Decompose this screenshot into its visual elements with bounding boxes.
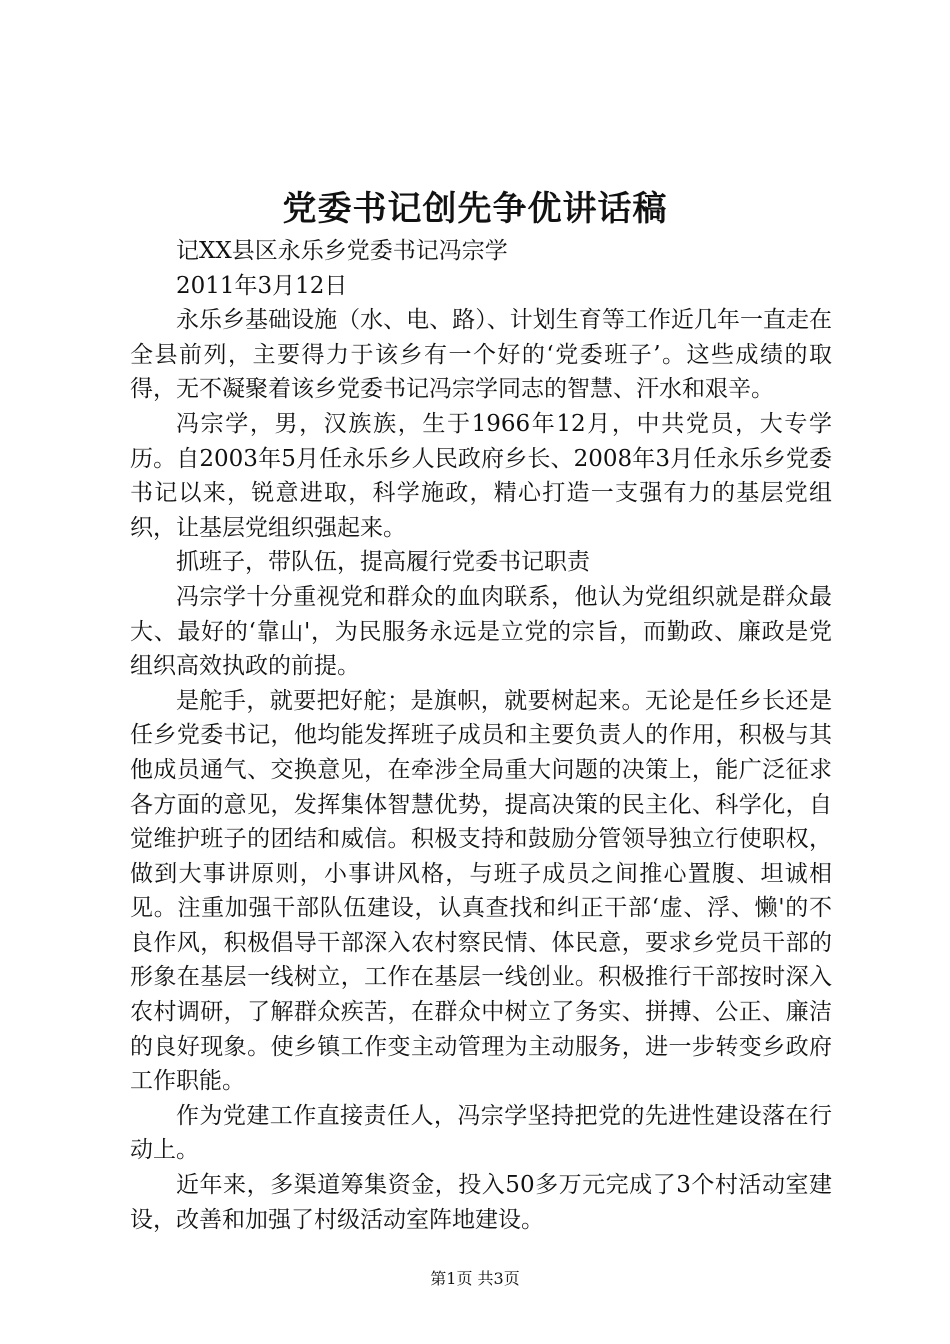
body-paragraph: 冯宗学十分重视党和群众的血肉联系，他认为党组织就是群众最大、最好的‘靠山'，为民服务永远是立党的宗旨，而勤政、廉政是党组织高效执政的前提。 <box>130 583 832 680</box>
body-paragraph: 永乐乡基础设施（水、电、路）、计划生育等工作近几年一直走在全县前列，主要得力于该乡有一个好的‘党委班子’。这些成绩的取得，无不凝聚着该乡党委书记冯宗学同志的智慧、汗水和艰辛。 <box>130 307 832 403</box>
date-line: 2011年3月12日 <box>176 272 348 299</box>
byline: 记XX县区永乐乡党委书记冯宗学 <box>176 238 508 264</box>
body-paragraph: 冯宗学，男，汉族族，生于1966年12月，中共党员，大专学历。自2003年5月任永乐乡人民政府乡长、2008年3月任永乐乡党委书记以来，锐意进取，科学施政，精心打造一支强有力的基层党组织，让基层党组织强起来。 <box>130 410 832 541</box>
section-heading: 抓班子，带队伍，提高履行党委书记职责 <box>176 549 590 576</box>
document-title: 党委书记创先争优讲话稿 <box>282 189 668 229</box>
body-paragraph: 作为党建工作直接责任人，冯宗学坚持把党的先进性建设落在行动上。 <box>130 1102 832 1164</box>
body-paragraph: 是舵手，就要把好舵；是旗帜，就要树起来。无论是任乡长还是任乡党委书记，他均能发挥班子成员和主要负责人的作用，积极与其他成员通气、交换意见，在牵涉全局重大问题的决策上，能广泛征求各方面的意见，发挥集体智慧优势，提高决策的民主化、科学化，自觉维护班子的团结和威信。积极支持和鼓励分管领导独立行使职权，做到大事讲原则，小事讲风格，与班子成员之间推心置腹、坦诚相见。注重加强干部队伍建设，认真查找和纠正干部‘虚、浮、懒'的不良作风，积极倡导干部深入农村察民情、体民意，要求乡党员干部的形象在基层一线树立，工作在基层一线创业。积极推行干部按时深入农村调研，了解群众疾苦，在群众中树立了务实、拼搏、公正、廉洁的良好现象。使乡镇工作变主动管理为主动服务，进一步转变乡政府工作职能。 <box>130 687 832 1095</box>
page-number-footer: 第1页 共3页 <box>430 1269 520 1288</box>
document-body <box>130 234 832 1237</box>
body-paragraph: 近年来，多渠道筹集资金，投入50多万元完成了3个村活动室建设，改善和加强了村级活动室阵地建设。 <box>130 1172 832 1233</box>
